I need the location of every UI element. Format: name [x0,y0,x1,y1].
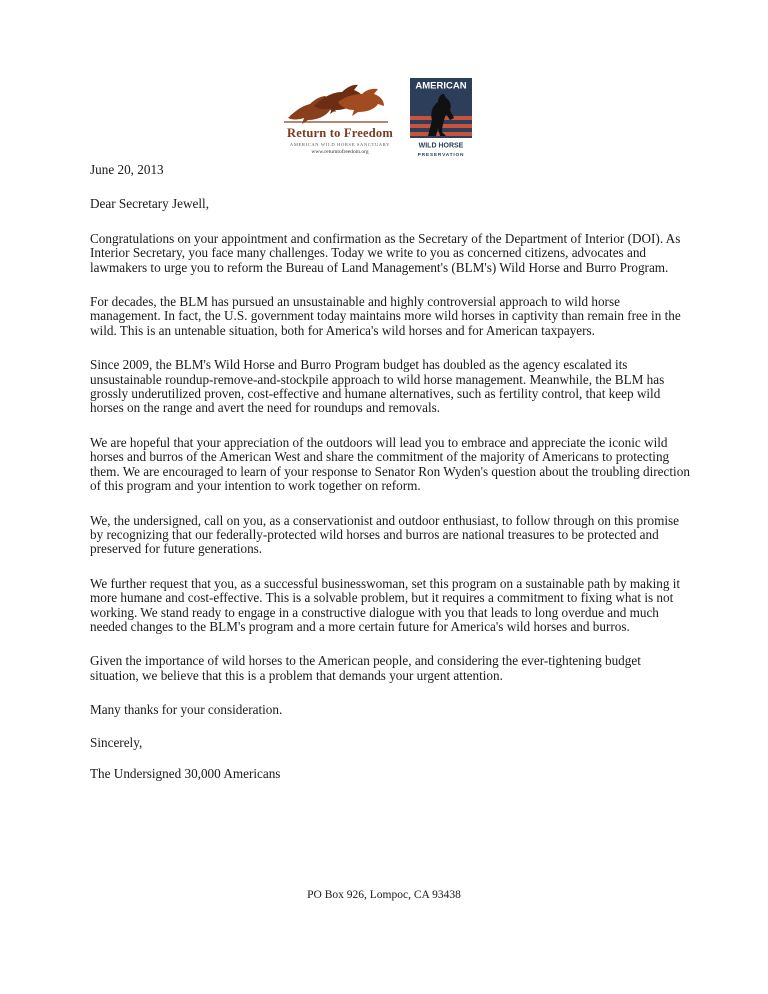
footer-address: PO Box 926, Lompoc, CA 93438 [307,889,461,901]
rtf-logo-url: www.returntofreedom.org [311,149,369,155]
closing-thanks: Many thanks for your consideration. [90,702,283,718]
running-horses-icon [280,80,390,126]
paragraph: Given the importance of wild horses to the American people, and considering the ever-tightening budget situation, we believe that this is a problem that demands your urgent attention. [90,653,641,683]
paragraph: For decades, the BLM has pursued an unsustainable and highly controversial approach to wild horse management. In fact, the U.S. government today maintains more wild horses in captivity than remain free in the wild. This is an untenable situation, both for America's wild horses and for American taxpayers. [90,294,681,338]
rtf-logo-tagline: AMERICAN WILD HORSE SANCTUARY [289,142,391,147]
awhp-middle-text: WILD HORSE [418,142,464,150]
letterhead-logos [270,74,490,164]
american-wild-horse-preservation-logo [408,76,474,158]
letter-salutation: Dear Secretary Jewell, [90,196,209,212]
paragraph: Since 2009, the BLM's Wild Horse and Burro Program budget has doubled as the agency escalated its unsustainable roundup-remove-and-stockpile approach to wild horse management. Meanwhile, the BLM has grossly underutilized proven, cost-effective and humane alternatives, such as fertility control, that keep wild horses on the range and avert the need for roundups and removals. [90,357,665,416]
return-to-freedom-logo [270,74,410,162]
letter-body [90,163,690,781]
awhp-bottom-text: PRESERVATION [417,153,465,158]
paragraph: We are hopeful that your appreciation of the outdoors will lead you to embrace and appreciate the iconic wild horses and burros of the American West and share the commitment of the majority of Americans to protecting them. We are encouraged to learn of your response to Senator Ron Wyden's question about the troubling direction of this program and your intention to work together on reform. [90,434,690,494]
letter-date: June 20, 2013 [90,162,164,177]
paragraph: We, the undersigned, call on you, as a conservationist and outdoor enthusiast, to follow through on this promise by recognizing that our federally-protected wild horses and burros are national treasures to be protected and preserved for future generations. [90,512,679,557]
paragraph: Congratulations on your appointment and confirmation as the Secretary of the Department of Interior (DOI). As Interior Secretary, you face many challenges. Today we write to you as concerned citizens, advocates and lawmakers to urge you to reform the Bureau of Land Management's (BLM's) Wild Horse and Burro Program. [90,230,681,275]
closing-sincerely: Sincerely, [90,734,143,750]
awhp-top-text: AMERICAN [415,80,467,92]
paragraph: We further request that you, as a successful businesswoman, set this program on a sustainable path by making it more humane and cost-effective. This is a solvable problem, but it requires a commitment to fixing what is not working. We stand ready to engage in a constructive dialogue with you that leads to long overdue and much needed changes to the BLM's program and a more certain future for America's wild horses and burros. [90,575,681,634]
signature: The Undersigned 30,000 Americans [90,765,281,781]
rtf-logo-name: Return to Freedom [287,126,393,140]
